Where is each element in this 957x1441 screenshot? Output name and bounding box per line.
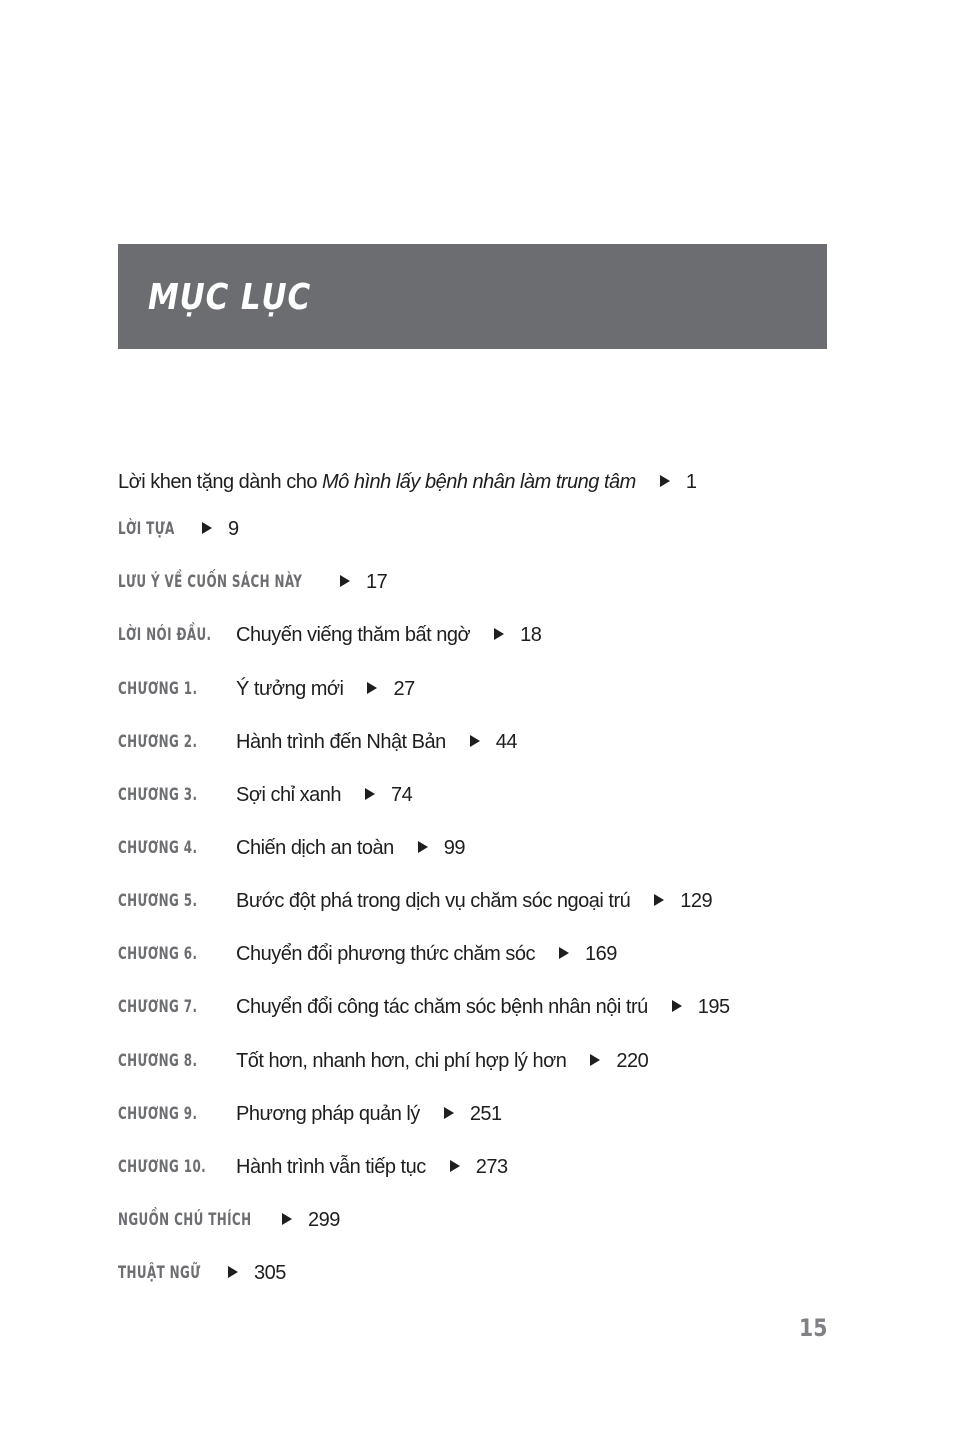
- toc-entry-title: Hành trình đến Nhật Bản 44: [236, 731, 518, 753]
- toc-entry-page: 195: [697, 996, 730, 1018]
- toc-entry-lead: CHƯƠNG 6.: [118, 944, 198, 964]
- toc-entry-lead: CHƯƠNG 4.: [118, 838, 198, 858]
- toc-entry-title: Bước đột phá trong dịch vụ chăm sóc ngoại trú 129: [236, 890, 713, 912]
- arrow-right-icon: [444, 1107, 454, 1119]
- arrow-right-icon: [202, 522, 212, 534]
- toc-entry-lead: LỜI NÓI ĐẦU.: [118, 625, 212, 645]
- toc-entry-title: Sợi chỉ xanh 74: [236, 784, 413, 806]
- toc-entry-title: Chuyển đổi phương thức chăm sóc 169: [236, 943, 617, 965]
- toc-entry-page: 99: [443, 837, 466, 859]
- page-number: 15: [798, 1314, 827, 1342]
- toc-entry-lead: CHƯƠNG 3.: [118, 785, 198, 805]
- toc-entry-title: [204, 1258, 286, 1288]
- toc-entry-page: 169: [585, 943, 617, 965]
- toc-entry-lead: CHƯƠNG 5.: [118, 891, 198, 911]
- toc-entry-lead: CHƯƠNG 9.: [118, 1104, 198, 1124]
- toc-entry-page: 27: [393, 678, 415, 700]
- arrow-right-icon: [654, 894, 664, 906]
- toc-entry-title: Hành trình vẫn tiếp tục 273: [236, 1156, 508, 1178]
- toc-entry-lead: NGUỒN CHÚ THÍCH: [118, 1210, 252, 1230]
- toc-entry-title: Ý tưởng mới 27: [236, 678, 415, 700]
- toc-entry-page: 1: [685, 471, 697, 493]
- toc-entry-page: 74: [390, 784, 413, 806]
- toc-entry-title: Phương pháp quản lý 251: [236, 1103, 502, 1125]
- arrow-right-icon: [672, 1000, 682, 1012]
- toc-entry-title: Chiến dịch an toàn 99: [236, 837, 466, 859]
- toc-entry-lead: THUẬT NGỮ: [118, 1263, 201, 1283]
- toc-entry-page: 220: [616, 1050, 649, 1072]
- toc-entry-title: Chuyển đổi công tác chăm sóc bệnh nhân nội trú 195: [236, 996, 730, 1018]
- arrow-right-icon: [282, 1213, 292, 1225]
- toc-entry-page: 305: [254, 1262, 286, 1284]
- toc-entry-lead: LỜI TỰA: [118, 519, 175, 539]
- title-band: [118, 244, 827, 349]
- toc-entry-page: 9: [228, 518, 239, 540]
- toc-entry-title: [316, 567, 387, 597]
- toc-entry-title: Lời khen tặng dành cho Mô hình lấy bệnh nhân làm trung tâm 1: [118, 471, 697, 493]
- arrow-right-icon: [470, 735, 480, 747]
- toc-entry-lead: CHƯƠNG 7.: [118, 997, 198, 1017]
- arrow-right-icon: [228, 1266, 238, 1278]
- arrow-right-icon: [450, 1160, 460, 1172]
- toc-entry-title: [258, 1205, 340, 1235]
- toc-entry-title: [178, 514, 239, 544]
- toc-entry-page: 129: [680, 890, 713, 912]
- toc-entry-title: Chuyến viếng thăm bất ngờ 18: [236, 624, 542, 646]
- arrow-right-icon: [660, 475, 670, 487]
- toc-entry-page: 299: [308, 1209, 340, 1231]
- toc-entry-page: 17: [366, 571, 388, 593]
- toc-entry-page: 44: [495, 731, 518, 753]
- arrow-right-icon: [559, 947, 569, 959]
- arrow-right-icon: [494, 628, 504, 640]
- toc-entry-lead: CHƯƠNG 1.: [118, 679, 198, 699]
- page-title: MỤC LỤC: [148, 277, 312, 318]
- toc-entry-lead: CHƯƠNG 8.: [118, 1051, 198, 1071]
- arrow-right-icon: [367, 682, 377, 694]
- toc-entry-lead: CHƯƠNG 2.: [118, 732, 198, 752]
- toc-entry-page: 18: [520, 624, 542, 646]
- toc-entry-page: 273: [475, 1156, 508, 1178]
- toc-entry-lead: CHƯƠNG 10.: [118, 1157, 207, 1177]
- arrow-right-icon: [340, 575, 350, 587]
- arrow-right-icon: [365, 788, 375, 800]
- arrow-right-icon: [590, 1054, 600, 1066]
- toc-entry-title: Tốt hơn, nhanh hơn, chi phí hợp lý hơn 220: [236, 1050, 649, 1072]
- toc-entry-page: 251: [469, 1103, 502, 1125]
- toc-entry-lead: LƯU Ý VỀ CUỐN SÁCH NÀY: [118, 572, 303, 592]
- arrow-right-icon: [418, 841, 428, 853]
